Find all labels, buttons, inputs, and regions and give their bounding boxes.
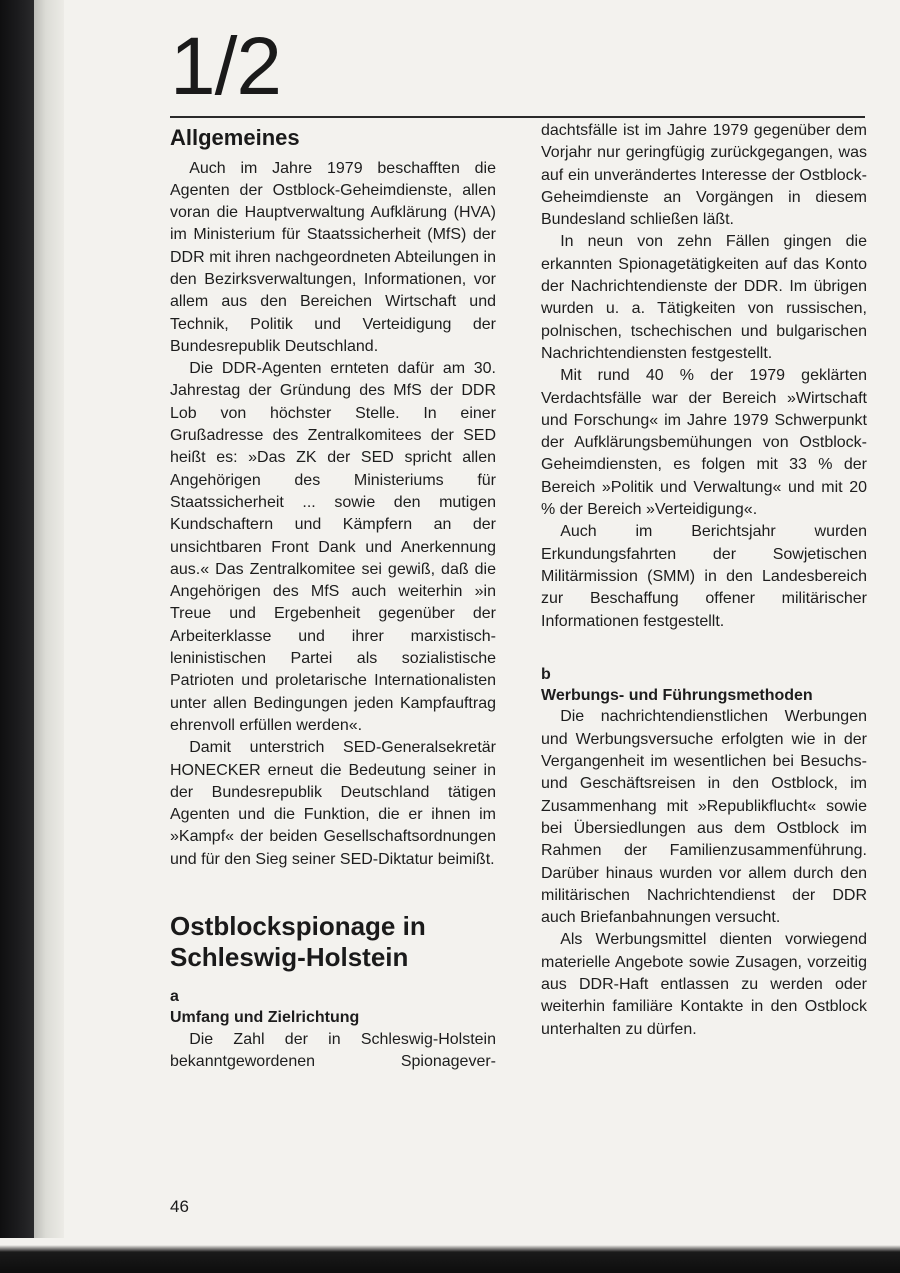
paragraph: dachtsfälle ist im Jahre 1979 gegenüber dem Vorjahr nur geringfügig zurückgegangen, was auf ein unverändertes Interesse der Ostblock-Geheimdienste an Vorgängen in diesem Bundesland schließen läßt. [541,122,867,229]
book-spine-shadow [0,0,34,1273]
page-number: 46 [170,1197,189,1216]
paragraph: Auch im Jahre 1979 beschafften die Agenten der Ostblock-Geheimdienste, allen voran die Hauptverwaltung Aufklärung (HVA) im Ministerium für Staatssicherheit (MfS) der DDR mit ihren nachgeordneten Abteilungen in den Bezirksverwaltungen, Informationen, vor allem aus den Bereichen Wirtschaft und Technik, Politik und Verteidigung der Bundesrepublik Deutschland. [170,159,496,355]
section-number: 1/2 [170,21,281,112]
book-gutter [34,0,64,1273]
subsection-letter-b: b [541,665,551,683]
paragraph: Mit rund 40 % der 1979 geklärten Verdachtsfälle war der Bereich »Wirtschaft und Forschung« im Jahre 1979 Schwerpunkt der Aufklärungsbemühungen von Ostblock-Geheimdiensten, es folgen mit 33 % der Bereich »Politik und Verwaltung« und mit 20 % der Bereich »Verteidigung«. [541,367,867,519]
paragraph: Die nachrichtendienstlichen Werbungen und Werbungsversuche erfolgten wie in der Vergangenheit im wesentlichen bei Besuchs- und Geschäftsreisen in den Ostblock, im Zusammenhang mit »Republikflucht« sowie bei Übersiedlungen aus dem Ostblock im Rahmen der Familienzusammenführung. Darüber hinaus wurden vor allem durch den militärischen Nachrichtendienst der DDR auch Briefanbahnungen versucht. [541,708,867,927]
paragraph: In neun von zehn Fällen gingen die erkannten Spionagetätigkeiten auf das Konto der Nachrichtendienste der DDR. Im übrigen wurden u. a. Tätigkeiten von russischen, polnischen, tschechischen und bulgarischen Nachrichtendiensten festgestellt. [541,233,867,362]
paragraph: Die DDR-Agenten ernteten dafür am 30. Jahrestag der Gründung des MfS der DDR Lob von höchster Stelle. In einer Grußadresse des Zentralkomitees der SED heißt es: »Das ZK der SED spricht allen Angehörigen des Ministeriums für Staatssicherheit ... sowie den mutigen Kundschaftern und Kämpfern an der unsichtbaren Front Dank und Anerkennung aus.« Das Zentralkomitee sei gewiß, daß die Angehörigen des MfS auch weiterhin »in Treue und Ergebenheit gegenüber der Arbeiterklasse und ihrer marxistisch-leninistischen Partei als sozialistische Patrioten und proletarische Internationalisten unter allen Bedingungen jeden Kampfauftrag ehrenvoll erfüllen werden«. [170,360,496,734]
heading-umfang: Umfang und Zielrichtung [170,1009,360,1027]
paragraph: Die Zahl der in Schleswig-Holstein bekanntgewordenen Spionagever- [170,1030,496,1071]
header-rule [170,116,865,118]
allgemeines-body [170,158,496,872]
paragraph: Damit unterstrich SED-Generalsekretär HONECKER erneut die Bedeutung seiner in der Bundesrepublik Deutschland tätigen Agenten und die Funktion, die er ihnen im »Kampf« der beiden Gesellschaftsordnungen und für den Sieg seiner SED-Diktatur beimißt. [170,739,496,868]
right-column [541,120,867,1041]
heading-ostblockspionage: Ostblockspionage in Schleswig-Holstein [170,911,426,973]
subsection-letter-a: a [170,988,179,1006]
scan-bottom-edge [0,1238,900,1273]
heading-allgemeines: Allgemeines [170,125,300,150]
paragraph: Auch im Berichtsjahr wurden Erkundungsfahrten der Sowjetischen Militärmission (SMM) in den Landesbereich zur Beschaffung offener militärischer Informationen festgestellt. [541,523,867,630]
paragraph: Als Werbungsmittel dienten vorwiegend materielle Angebote sowie Zusagen, vorzeitig aus DDR-Haft entlassen zu werden oder weiterhin familiäre Kontakte in den Ostblock unterhalten zu dürfen. [541,931,867,1038]
left-column [170,120,496,1074]
heading-werbungs: Werbungs- und Führungsmethoden [541,686,813,704]
